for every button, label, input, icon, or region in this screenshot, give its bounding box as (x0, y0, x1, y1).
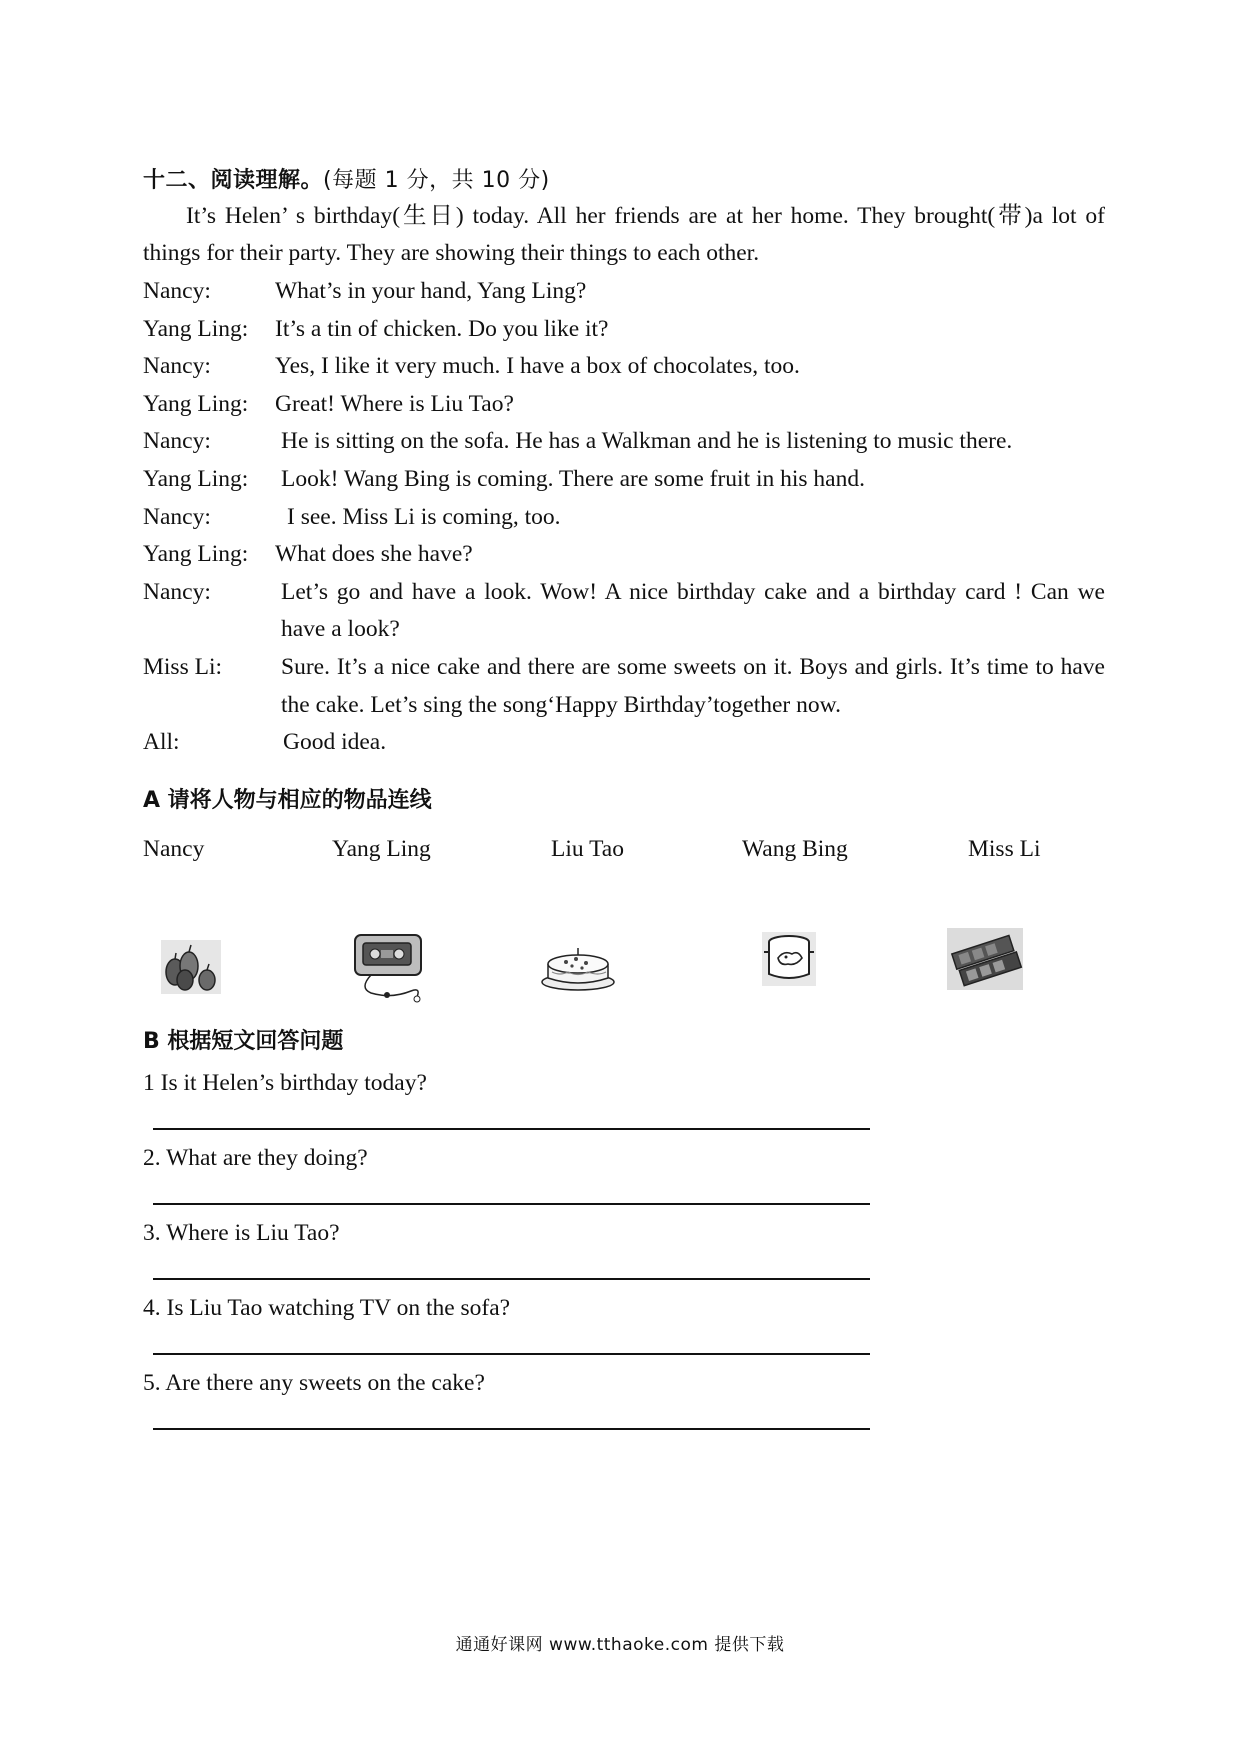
dialogue-line (143, 499, 1105, 537)
speech: Good idea. (283, 729, 387, 756)
speech: Look! Wang Bing is coming. There are some fruit in his hand. (281, 465, 865, 492)
fruit-icon (161, 940, 221, 999)
answer-line-5[interactable] (153, 1428, 870, 1430)
question-3: 3. Where is Liu Tao? (143, 1220, 340, 1246)
walkman-icon (351, 933, 427, 1010)
speaker: Yang Ling: (143, 541, 249, 568)
tin-of-chicken-icon (762, 932, 816, 991)
speaker: Yang Ling: (143, 315, 249, 342)
dialogue-line (143, 649, 1105, 724)
dialogue-line (143, 348, 1105, 386)
speaker: Nancy: (143, 578, 211, 605)
name-miss-li: Miss Li (968, 836, 1041, 862)
section-heading: 十二、阅读理解。 (143, 168, 324, 193)
speech: What’s in your hand, Yang Ling? (275, 278, 587, 304)
speech: Sure. It’s a nice cake and there are some sweets on it. Boys and girls. It’s time to have the cake. Let’s sing the song‘Happy Birthday’together now. (281, 653, 1105, 718)
dialogue-line (143, 273, 1105, 311)
dialogue-line (143, 386, 1105, 424)
dialogue-line (143, 423, 1105, 461)
speech: Great! Where is Liu Tao? (275, 390, 514, 417)
question-2: 2. What are they doing? (143, 1145, 368, 1171)
speaker: Nancy: (143, 428, 211, 455)
speaker: Yang Ling: (143, 465, 249, 492)
question-4: 4. Is Liu Tao watching TV on the sofa? (143, 1295, 511, 1321)
question-1: 1 Is it Helen’s birthday today? (143, 1070, 427, 1096)
speech: Yes, I like it very much. I have a box of chocolates, too. (275, 353, 800, 380)
name-liu-tao: Liu Tao (551, 836, 624, 862)
dialogue-line (143, 536, 1105, 574)
speaker: Nancy: (143, 353, 211, 380)
speaker: Nancy: (143, 503, 211, 530)
answer-line-2[interactable] (153, 1203, 870, 1205)
footer-credit: 通通好课网 www.tthaoke.com 提供下载 (455, 1635, 785, 1655)
answer-line-4[interactable] (153, 1353, 870, 1355)
name-yang-ling: Yang Ling (332, 836, 431, 862)
dialogue-line (143, 311, 1105, 349)
speech: He is sitting on the sofa. He has a Walkman and he is listening to music there. (281, 428, 1013, 455)
part-b-title: B 根据短文回答问题 (143, 1029, 344, 1054)
dialogue-line (143, 461, 1105, 499)
speech: Let’s go and have a look. Wow! A nice birthday cake and a birthday card ! Can we have a look? (281, 578, 1105, 643)
question-5: 5. Are there any sweets on the cake? (143, 1370, 485, 1396)
speech: What does she have? (275, 541, 473, 568)
speech: It’s a tin of chicken. Do you like it? (275, 315, 609, 342)
name-wang-bing: Wang Bing (742, 836, 848, 862)
speaker: All: (143, 729, 180, 756)
speaker: Miss Li: (143, 653, 223, 680)
dialogue (143, 273, 1105, 762)
passage-intro: It’s Helen’ s birthday(生日) today. All her friends are at her home. They brought(带)a lot of things for their party. They are showing their things to each other. (143, 203, 1105, 266)
chocolates-icon (947, 928, 1023, 995)
name-nancy: Nancy (143, 836, 205, 862)
answer-line-3[interactable] (153, 1278, 870, 1280)
speaker: Nancy: (143, 278, 211, 304)
section-title (143, 163, 550, 194)
speech: I see. Miss Li is coming, too. (287, 503, 561, 530)
answer-line-1[interactable] (153, 1128, 870, 1130)
cake-icon (540, 944, 616, 997)
part-a-title: A 请将人物与相应的物品连线 (143, 788, 432, 813)
speaker: Yang Ling: (143, 390, 249, 417)
section-points: (每题 1 分，共 10 分) (323, 168, 550, 193)
dialogue-line (143, 724, 1105, 762)
dialogue-line (143, 574, 1105, 649)
